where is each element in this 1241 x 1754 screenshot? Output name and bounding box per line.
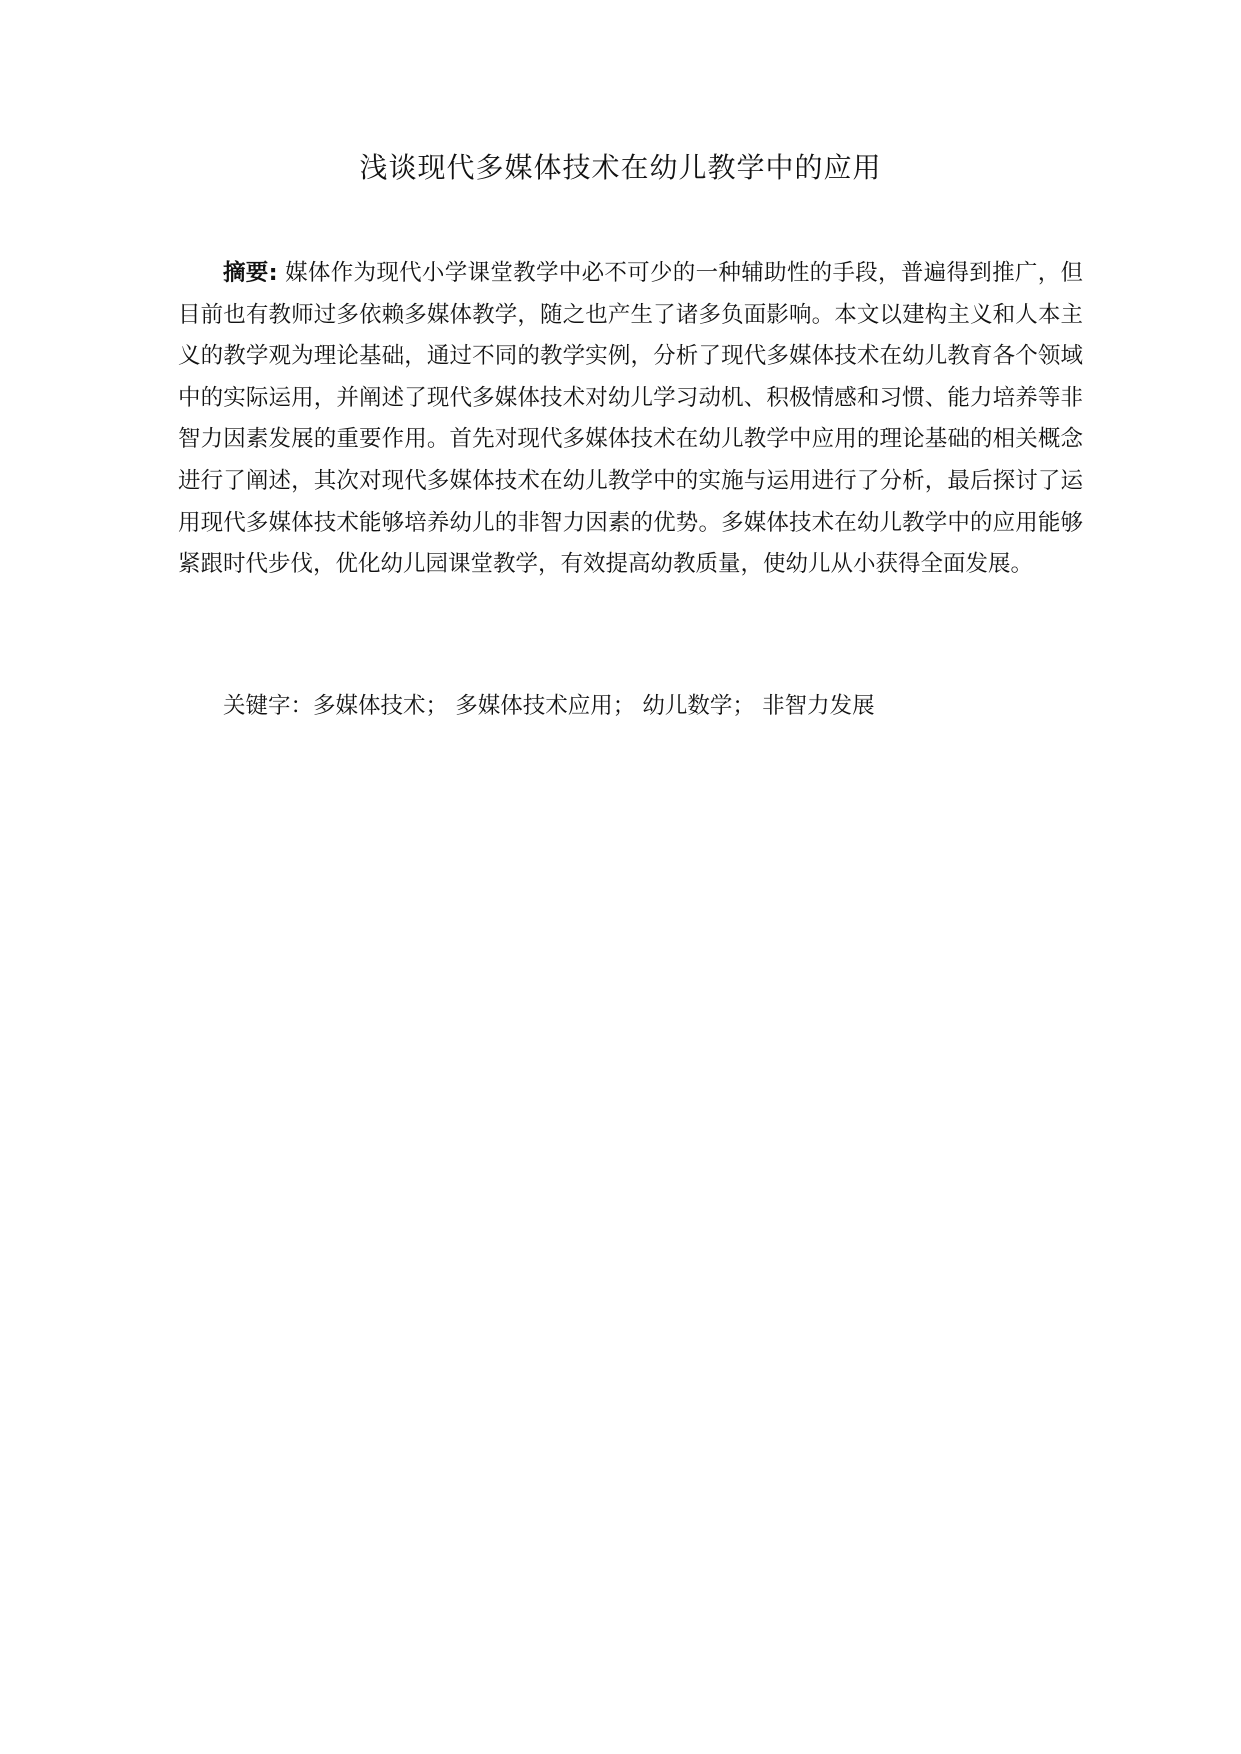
keywords-paragraph xyxy=(178,686,1083,728)
keywords-label: 关键字： xyxy=(223,693,314,719)
abstract-paragraph xyxy=(178,253,1083,586)
keyword-separator: ； xyxy=(425,693,449,719)
keyword-item: 多媒体技术 xyxy=(313,693,426,719)
keyword-separator: ； xyxy=(732,693,755,719)
keyword-item: 非智力发展 xyxy=(762,693,875,719)
abstract-text: 媒体作为现代小学课堂教学中必不可少的一种辅助性的手段，普遍得到推广，但目前也有教师过多依赖多媒体教学，随之也产生了诸多负面影响。本文以建构主义和人本主义的教学观为理论基础，通过不同的教学实例，分析了现代多媒体技术在幼儿教育各个领域中的实际运用，并阐述了现代多媒体技术对幼儿学习动机、积极情感和习惯、能力培养等非智力因素发展的重要作用。首先对现代多媒体技术在幼儿教学中应用的理论基础的相关概念进行了阐述，其次对现代多媒体技术在幼儿教学中的实施与运用进行了分析，最后探讨了运用现代多媒体技术能够培养幼儿的非智力因素的优势。多媒体技术在幼儿教学中的应用能够紧跟时代步伐，优化幼儿园课堂教学，有效提高幼教质量，使幼儿从小获得全面发展。 xyxy=(178,260,1084,578)
abstract-label: 摘要: xyxy=(223,260,278,286)
keyword-separator: ； xyxy=(612,693,636,719)
keyword-item: 幼儿数学 xyxy=(642,693,733,719)
paper-title: 浅谈现代多媒体技术在幼儿教学中的应用 xyxy=(359,151,882,184)
keyword-item: 多媒体技术应用 xyxy=(455,693,613,719)
